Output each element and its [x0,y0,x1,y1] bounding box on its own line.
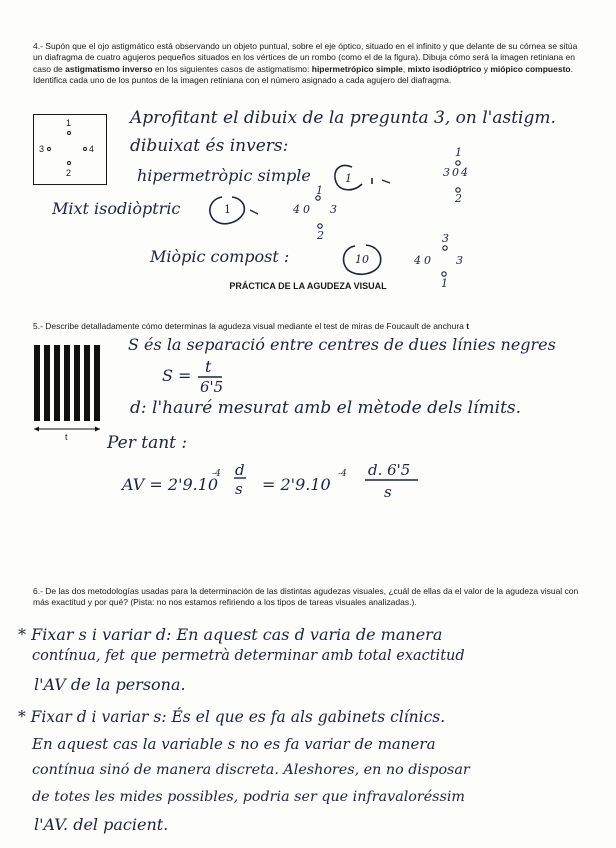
av-formula-lhs: AV = 2'9.10 [122,475,219,494]
q5-hand-line1: S és la separació entre centres de dues línies negres [128,335,556,354]
q6-statement: 6.- De las dos metodologías usadas para la determinación de las distintas agudezas visuales, ¿cuál de ellas da el valor de la agudeza visual con más exactitud y por qué? (Pista: no nos estamos refiriendo a los tipos de tareas visuales analizadas.). [33,586,579,608]
av-frac2-num: d. 6'5 [368,461,411,479]
q6-b-line5: l'AV. del pacient. [34,815,169,834]
pts-c-left: 4 [414,254,421,267]
diaphragm-hole-2-label: 2 [66,168,72,178]
q4-tail: . Identifica cada uno de los puntos de la imagen retiniana con el número asignado a cada agujero del diafragma. [33,63,573,86]
q4-hand-miopic: Miòpic compost : [150,247,290,266]
section-title: PRÁCTICA DE LA AGUDEZA VISUAL [229,281,387,291]
av-frac1-den: s [235,480,243,498]
pts-b-right: 3 [330,203,337,216]
q4-hand-hiper: hipermetròpic simple [137,166,311,185]
pts-a-left: 3 [443,166,450,179]
q4-hand-line1: Aprofitant el dibuix de la pregunta 3, on l'astigm. [130,108,556,128]
q4-mid3: y [481,63,491,74]
q4-mid2: , [402,63,408,74]
pts-b-left: 4 [293,203,300,216]
q4-hand-line2: dibuixat és invers: [130,136,289,156]
q4-bold-mixt: mixto isodióptrico [407,63,482,74]
q5-s-num: t [205,357,212,376]
q5-intro: 5.- Describe detalladamente cómo determinas la agudeza visual mediante el test de miras de Foucault de anchura [33,321,467,331]
circle-mixt-label: 1 [224,203,231,216]
pts-a-top: 1 [455,146,462,159]
q4-bold-inverse: astigmatismo inverso [65,63,153,74]
q6-a-line2: contínua, fet que permetrà determinar amb total exactitud [32,648,465,664]
q5-s-eq: S = [162,366,192,385]
q5-hand-line3: Per tant : [107,433,188,453]
pts-a-bottom: 2 [455,192,462,205]
q5-intro-t: t [466,321,470,331]
pts-c-mid: 0 [424,254,431,267]
diaphragm-hole-4-label: 4 [89,144,95,154]
q4-mid1: en los siguientes casos de astigmatismo: [152,63,312,74]
q4-bold-hiper: hipermetrópico simple [311,63,403,74]
circle-miopic-label: 10 [355,253,369,266]
diaphragm-hole-3-label: 3 [39,144,45,154]
q6-a-line3: l'AV de la persona. [34,675,186,694]
circle-hiper-label: 1 [345,172,352,185]
av-frac2-den: s [384,483,392,501]
diaphragm-hole-1-label: 1 [66,118,72,128]
pts-b-bottom: 2 [317,229,324,242]
av-formula-exp2: -4 [338,469,347,479]
av-formula-mid: = 2'9.10 [262,475,331,494]
q6-b-line4: de totes les mides possibles, podria ser que infravaloréssim [32,789,465,805]
q5-s-den: 6'5 [200,378,224,396]
q4-bold-miopic: miópico compuesto [490,63,571,74]
pts-c-top: 3 [442,232,449,245]
av-frac1-num: d [235,461,245,479]
q6-b-line2: En aquest cas la variable s no es fa variar de manera [32,735,436,753]
q5-hand-line2: d: l'hauré mesurat amb el mètode dels límits. [130,398,522,418]
q6-b-line1: * Fixar d i variar s: És el que es fa als gabinets clínics. [18,708,446,726]
q6-a-line1: * Fixar s i variar d: En aquest cas d varia de manera [18,625,443,644]
q4-hand-mixt: Mixt isodiòptric [52,199,181,218]
pts-b-top: 1 [316,184,323,197]
pts-c-right: 3 [456,254,463,267]
pts-a-mid: 0 [452,166,459,179]
q4-intro: 4.- Supón que el ojo astigmático está observando un objeto puntual, sobre el eje óptico, situado en el infinito y que delante de su córnea se sitúa un diafragma de cuatro agujeros pequeños situados en los vértices de un rombo (como el de la figura). Dibuja cómo será la imagen retiniana en caso de [33,41,578,74]
pts-b-mid: 0 [303,203,310,216]
width-label-t: t [65,432,68,442]
q6-b-line3: contínua sinó de manera discreta. Aleshores, en no disposar [32,762,470,778]
pts-a-right: 4 [461,166,468,179]
av-formula-exp: -4 [212,469,221,479]
pts-c-bottom: 1 [441,277,448,290]
